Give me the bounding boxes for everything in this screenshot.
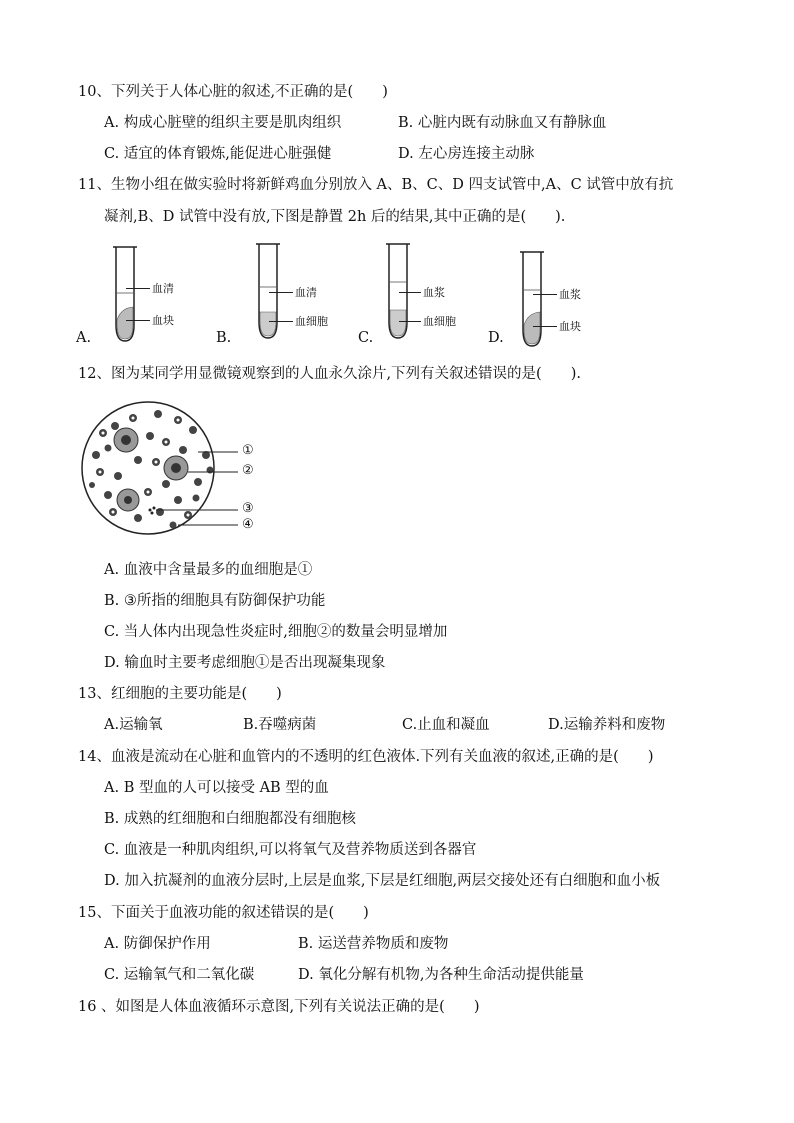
smear-label-1: ①	[242, 443, 254, 458]
q14-option-a: A. B 型血的人可以接受 AB 型的血	[104, 780, 329, 796]
q15-option-d: D. 氧化分解有机物,为各种生命活动提供能量	[298, 967, 584, 983]
smear-label-3: ③	[242, 501, 254, 516]
q13-option-a: A.运输氧	[104, 717, 163, 733]
tube-a-top-label: 血清	[152, 282, 174, 295]
q10-option-a: A. 构成心脏壁的组织主要是肌肉组织	[104, 115, 342, 131]
test-tube-figure	[70, 240, 630, 350]
smear-label-2: ②	[242, 463, 254, 478]
q12-stem: 12、图为某同学用显微镜观察到的人血永久涂片,下列有关叙述错误的是( ).	[78, 366, 581, 382]
tube-d-top-label: 血浆	[559, 288, 581, 301]
tube-c-letter: C.	[358, 330, 374, 346]
q14-option-d: D. 加入抗凝剂的血液分层时,上层是血浆,下层是红细胞,两层交接处还有白细胞和血小板	[104, 873, 661, 889]
q11-stem-line1: 11、生物小组在做实验时将新鲜鸡血分别放入 A、B、C、D 四支试管中,A、C 试管中放有抗	[78, 177, 674, 193]
q13-option-d: D.运输养料和废物	[548, 717, 666, 733]
tube-c-bottom-label: 血细胞	[423, 315, 456, 328]
q12-option-c: C. 当人体内出现急性炎症时,细胞②的数量会明显增加	[104, 624, 448, 640]
tube-b-letter: B.	[216, 330, 232, 346]
q13-option-b: B.吞噬病菌	[243, 717, 317, 733]
q12-option-b: B. ③所指的细胞具有防御保护功能	[104, 593, 326, 609]
tube-d-letter: D.	[488, 330, 504, 346]
q10-option-d: D. 左心房连接主动脉	[398, 146, 535, 162]
blood-smear-figure	[78, 400, 278, 540]
q11-stem-line2: 凝剂,B、D 试管中没有放,下图是静置 2h 后的结果,其中正确的是( ).	[104, 209, 566, 225]
q15-option-c: C. 运输氧气和二氧化碳	[104, 967, 255, 983]
q10-option-c: C. 适宜的体育锻炼,能促进心脏强健	[104, 146, 332, 162]
q15-option-b: B. 运送营养物质和废物	[298, 936, 449, 952]
tube-b-bottom-label: 血细胞	[295, 315, 328, 328]
q13-stem: 13、红细胞的主要功能是( )	[78, 686, 282, 702]
tube-c-top-label: 血浆	[423, 286, 445, 299]
q12-option-a: A. 血液中含量最多的血细胞是①	[104, 562, 313, 578]
q15-stem: 15、下面关于血液功能的叙述错误的是( )	[78, 905, 369, 921]
q10-stem: 10、下列关于人体心脏的叙述,不正确的是( )	[78, 84, 388, 100]
q16-stem: 16 、如图是人体血液循环示意图,下列有关说法正确的是( )	[78, 999, 480, 1015]
q10-option-b: B. 心脏内既有动脉血又有静脉血	[398, 115, 607, 131]
tube-a-bottom-label: 血块	[152, 314, 174, 327]
q12-option-d: D. 输血时主要考虑细胞①是否出现凝集现象	[104, 655, 386, 671]
q13-option-c: C.止血和凝血	[402, 717, 490, 733]
q14-option-b: B. 成熟的红细胞和白细胞都没有细胞核	[104, 811, 356, 827]
tube-d-icon	[517, 250, 547, 350]
tube-a-icon	[110, 245, 140, 345]
tube-d-bottom-label: 血块	[559, 320, 581, 333]
q14-option-c: C. 血液是一种肌肉组织,可以将氧气及营养物质送到各器官	[104, 842, 477, 858]
q15-option-a: A. 防御保护作用	[104, 936, 211, 952]
tube-b-top-label: 血清	[295, 286, 317, 299]
tube-a-letter: A.	[76, 330, 92, 346]
q14-stem: 14、血液是流动在心脏和血管内的不透明的红色液体.下列有关血液的叙述,正确的是( )	[78, 749, 654, 765]
smear-label-4: ④	[242, 517, 254, 532]
